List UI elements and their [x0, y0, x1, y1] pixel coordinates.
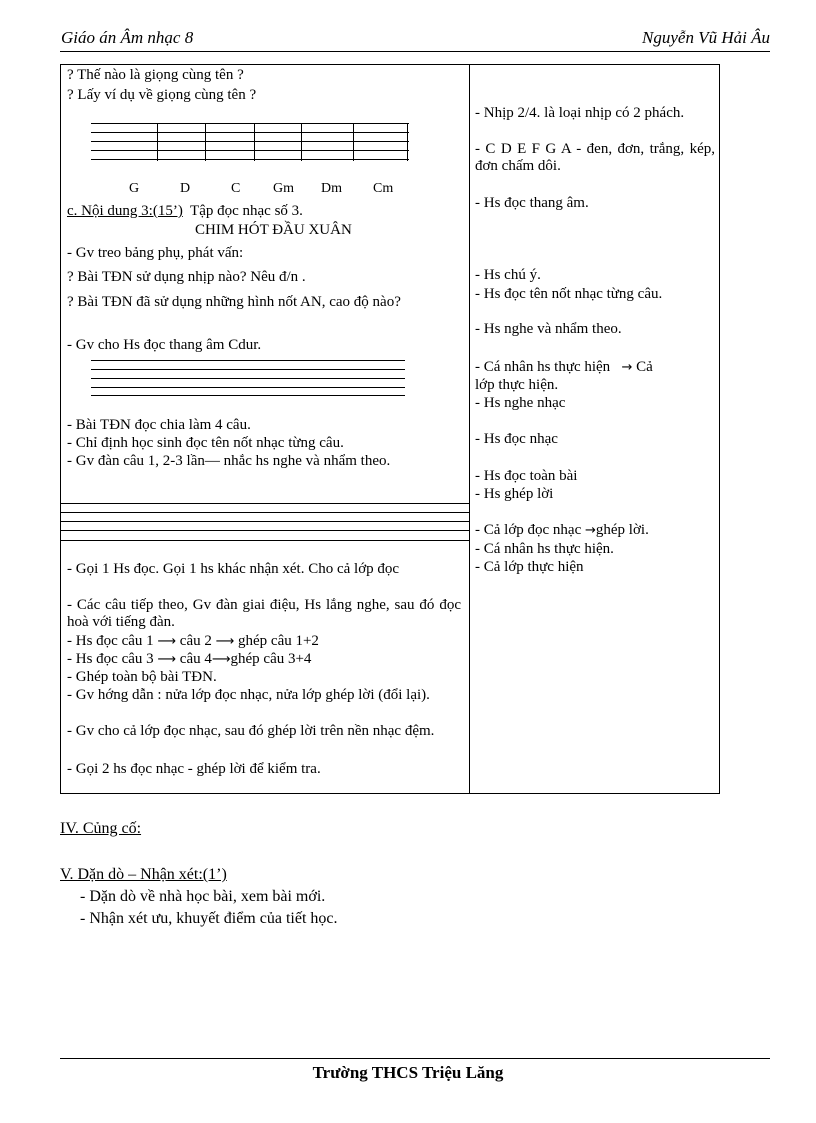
homework-item: - Dặn dò về nhà học bài, xem bài mới.	[80, 888, 326, 905]
question-same-key: ? Thế nào là giọng cùng tên ?	[67, 67, 244, 83]
student-response: - Hs đọc nhạc	[475, 431, 558, 447]
teacher-action: - Chỉ định học sinh đọc tên nốt nhạc từng câu.	[67, 435, 344, 451]
footer-school: Trường THCS Triệu Lăng	[312, 1063, 504, 1082]
question-time-signature: ? Bài TĐN sử dụng nhịp nào? Nêu đ/n .	[67, 269, 306, 285]
header-rule	[60, 51, 770, 52]
music-staff-2	[91, 360, 405, 396]
chord-label: C	[231, 181, 241, 196]
section-heading	[67, 203, 461, 220]
teacher-action: - Ghép toàn bộ bài TĐN.	[67, 669, 217, 685]
column-divider	[469, 65, 470, 793]
arrow-right-icon: ⟶	[215, 634, 235, 649]
teacher-action: - Gv hớng dẫn : nửa lớp đọc nhạc, nửa lớp ghép lời (đổi lại).	[67, 687, 430, 703]
response-text: - Cả lớp đọc nhạc	[475, 522, 582, 538]
student-response	[475, 522, 715, 539]
teacher-action: - Gv cho cả lớp đọc nhạc, sau đó ghép lời trên nền nhạc đệm.	[67, 723, 435, 739]
student-response: - Cả lớp thực hiện	[475, 559, 584, 575]
section-heading-rest: Tập đọc nhạc số 3.	[190, 203, 303, 219]
student-response	[475, 359, 715, 376]
teacher-action: - Gv cho Hs đọc thang âm Cdur.	[67, 337, 262, 353]
chord-label: D	[180, 181, 191, 196]
arrow-right-icon: →	[621, 360, 633, 375]
student-response: - Hs ghép lời	[475, 486, 554, 502]
student-response: - C D E F G A - đen, đơn, trắng, kép, đơn chấm dôi.	[475, 141, 715, 174]
student-response: - Hs đọc toàn bài	[475, 468, 578, 484]
question-notes: ? Bài TĐN đã sử dụng những hình nốt AN, cao độ nào?	[67, 294, 401, 310]
teacher-action: - Các câu tiếp theo, Gv đàn giai điệu, Hs lắng nghe, sau đó đọc hoà với tiếng đàn.	[67, 597, 461, 630]
teacher-action: - Bài TĐN đọc chia làm 4 câu.	[67, 417, 251, 433]
student-response: - Hs nghe và nhẩm theo.	[475, 321, 622, 337]
section-heading-label: c. Nội dung 3:(15’)	[67, 203, 183, 219]
header-author: Nguyễn Vũ Hải Âu	[642, 28, 770, 47]
section-homework: V. Dặn dò – Nhận xét:(1’)	[60, 866, 227, 883]
student-response: - Hs chú ý.	[475, 267, 541, 283]
chord-label: Dm	[321, 181, 342, 196]
teacher-action	[67, 633, 461, 650]
teacher-action: - Gọi 2 hs đọc nhạc - ghép lời để kiểm tra.	[67, 761, 321, 777]
music-staff-1	[91, 123, 409, 161]
step-text: câu 2	[179, 633, 212, 649]
step-text: ghép câu 3+4	[230, 651, 312, 667]
student-response: - Hs đọc thang âm.	[475, 195, 589, 211]
step-text: - Hs đọc câu 1	[67, 633, 154, 649]
response-text: Cả	[636, 359, 653, 375]
chord-label: Gm	[273, 181, 294, 196]
footer-rule	[60, 1058, 770, 1059]
arrow-right-icon: ⟶	[157, 652, 177, 667]
chord-label: Cm	[373, 181, 394, 196]
student-response: - Cá nhân hs thực hiện.	[475, 541, 614, 557]
arrow-right-icon: →	[584, 523, 596, 538]
arrow-right-icon: ⟶	[211, 652, 231, 667]
response-text: ghép lời.	[595, 522, 649, 538]
student-response: - Hs nghe nhạc	[475, 395, 566, 411]
homework-item: - Nhận xét ưu, khuyết điểm của tiết học.	[80, 910, 338, 927]
student-response: - Hs đọc tên nốt nhạc từng câu.	[475, 286, 663, 302]
student-response: lớp thực hiện.	[475, 377, 559, 393]
teacher-action	[67, 651, 461, 668]
header-subject: Giáo án Âm nhạc 8	[61, 28, 194, 47]
lesson-table	[60, 64, 720, 794]
step-text: ghép câu 1+2	[238, 633, 319, 649]
teacher-action: - Gv treo bảng phụ, phát vấn:	[67, 245, 244, 261]
section-consolidation: IV. Củng cố:	[60, 820, 142, 837]
step-text: - Hs đọc câu 3	[67, 651, 154, 667]
song-title: CHIM HÓT ĐẦU XUÂN	[195, 222, 352, 238]
chord-label: G	[129, 181, 140, 196]
student-response: - Nhịp 2/4. là loại nhịp có 2 phách.	[475, 105, 685, 121]
teacher-action: - Gv đàn câu 1, 2-3 lần— nhắc hs nghe và nhẩm theo.	[67, 453, 391, 469]
step-text: câu 4	[179, 651, 212, 667]
arrow-right-icon: ⟶	[157, 634, 177, 649]
response-text: - Cá nhân hs thực hiện	[475, 359, 611, 375]
question-example: ? Lấy ví dụ về giọng cùng tên ?	[67, 87, 257, 103]
teacher-action: - Gọi 1 Hs đọc. Gọi 1 hs khác nhận xét. Cho cả lớp đọc	[67, 561, 400, 577]
